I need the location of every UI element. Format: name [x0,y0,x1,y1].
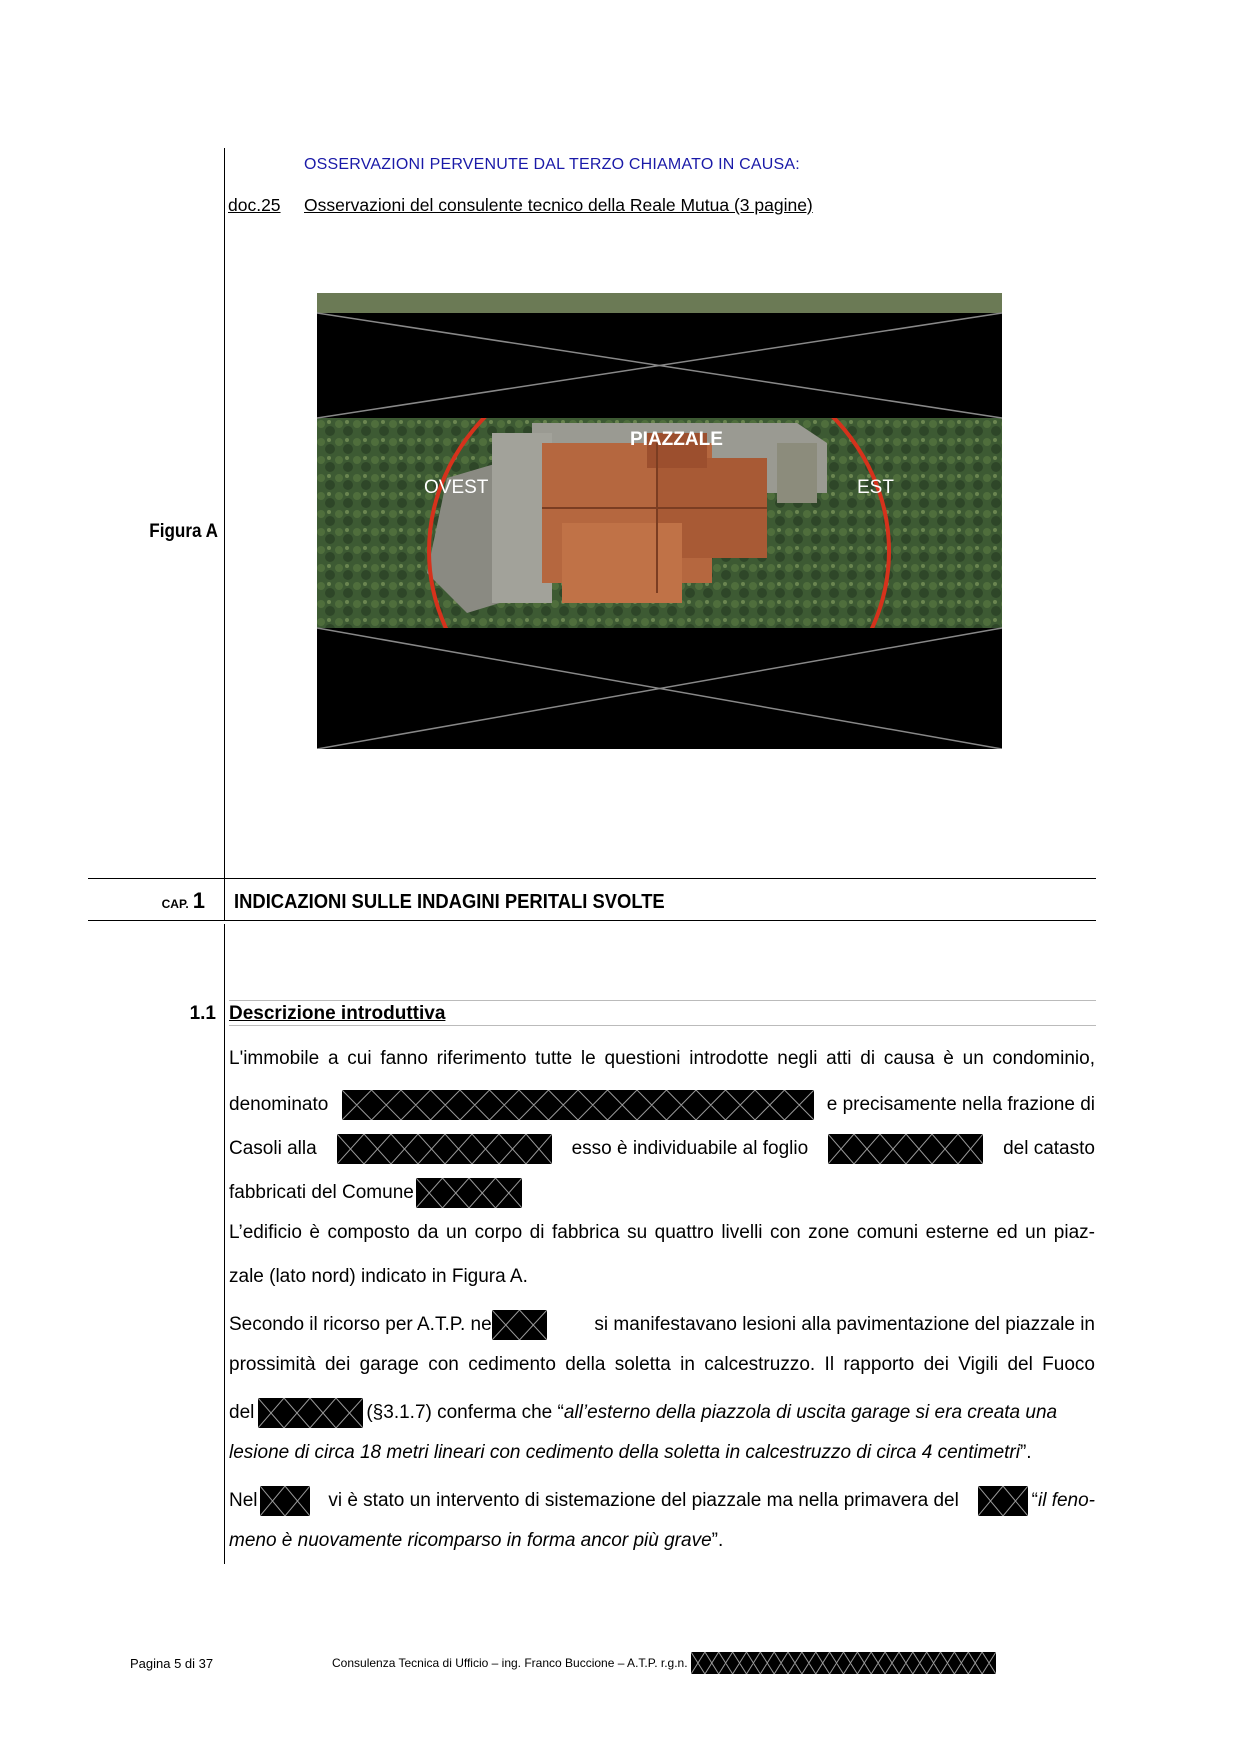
redaction-block [828,1134,983,1164]
chapter-number: 1 [192,888,205,913]
body-line-9: del (§3.1.7) conferma che “ all’esterno della piazzola di uscita garage si era creata una [229,1398,1095,1428]
map-label-ovest: OVEST [424,477,489,498]
body-line-4: fabbricati del Comune [229,1178,1095,1208]
redaction-block [337,1134,552,1164]
body-line-11: Nel vi è stato un intervento di sistemazione del piazzale ma nella primavera del “ il feno- [229,1486,1095,1516]
body-line-5: L’edificio è composto da un corpo di fabbrica su quattro livelli con zone comuni esterne ed un piaz- [229,1222,1095,1243]
redaction-block [978,1486,1028,1516]
margin-rule-bottom [224,924,225,1564]
margin-rule-top [224,148,225,880]
chapter-title: INDICAZIONI SULLE INDAGINI PERITALI SVOLTE [234,891,665,913]
figure-label: Figura A [149,521,218,542]
redaction-block [492,1310,547,1340]
observations-heading: OSSERVAZIONI PERVENUTE DAL TERZO CHIAMATO IN CAUSA: [304,156,800,173]
chapter-prefix: CAP. [161,897,189,911]
body-line-8: prossimità dei garage con cedimento della soletta in calcestruzzo. Il rapporto dei Vigili del Fuoco [229,1354,1095,1375]
section-rule-bottom [229,1025,1096,1026]
redaction-block [258,1398,363,1428]
body-line-12: meno è nuovamente ricomparso in forma ancor più grave”. [229,1530,724,1551]
redaction-block [416,1178,522,1208]
map-label-piazzale: PIAZZALE [630,429,723,450]
doc-entry [228,195,813,216]
section-number: 1.1 [189,1003,216,1024]
map-label-est: EST [857,477,894,498]
aerial-map-image [317,293,1002,749]
footer-credit: Consulenza Tecnica di Ufficio – ing. Franco Buccione – A.T.P. r.g.n. [332,1652,996,1674]
chapter-label [80,888,205,914]
section-rule-top [229,1000,1096,1001]
redaction-block [260,1486,310,1516]
body-line-7: Secondo il ricorso per A.T.P. ne si manifestavano lesioni alla pavimentazione del piazzale in [229,1310,1095,1340]
body-line-3: Casoli alla esso è individuabile al foglio del catasto [229,1134,1095,1164]
chapter-rule-bottom [88,920,1096,921]
section-title: Descrizione introduttiva [229,1003,446,1024]
chapter-rule-top [88,878,1096,879]
body-line-10: lesione di circa 18 metri lineari con cedimento della soletta in calcestruzzo di circa 4 centimetri”. [229,1442,1032,1463]
redaction-block [342,1090,814,1120]
aerial-map-drawing [317,293,1002,749]
footer-page-number: Pagina 5 di 37 [130,1656,214,1671]
doc-code: doc.25 [228,195,281,215]
chapter-divider [224,878,225,921]
redaction-block [691,1652,996,1674]
body-line-2: denominato e precisamente nella frazione di [229,1090,1095,1120]
body-line-6: zale (lato nord) indicato in Figura A. [229,1266,528,1287]
body-line-1: L'immobile a cui fanno riferimento tutte le questioni introdotte negli atti di causa è un condominio, [229,1048,1095,1069]
doc-description: Osservazioni del consulente tecnico della Reale Mutua (3 pagine) [304,195,813,215]
